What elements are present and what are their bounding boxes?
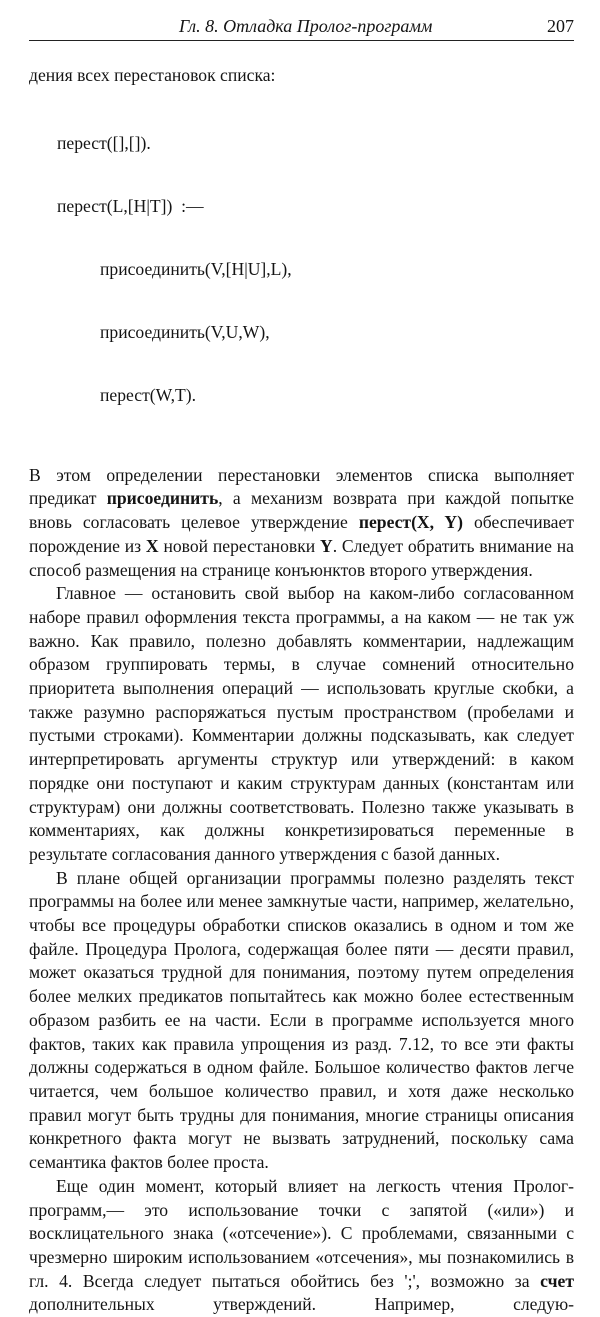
text-run: . Следует обратить внимание на способ размещения на странице конъюнктов второго утверждения. xyxy=(29,535,574,580)
text-run: В этом определении перестановки элементов списка выполняет предикат xyxy=(29,464,574,509)
text-run: дополнительных утверждений. Например, следую- xyxy=(29,1294,574,1315)
text-run: новой перестановки xyxy=(158,535,320,556)
code-line: перест([],[]). xyxy=(57,132,151,153)
bold-term: X xyxy=(145,535,159,556)
text-run: , а механизм возврата при каждой попытке вновь согласовать целевое утверждение xyxy=(29,488,574,533)
bold-term: Y xyxy=(319,535,333,556)
code-line: присоединить(V,U,W), xyxy=(100,321,270,342)
text-run: обеспечивает порождение из xyxy=(29,512,574,556)
text-run: Еще один момент, который влияет на легкость чтения Пролог-программ,— это использование точки с запятой («или») и восклицательного знака («отсечение»). С проблемами, связанными с чрезмерно широким использованием «отсечения», мы познакомились в гл. 4. Всегда следует пытаться обойтись без ';', возможно за xyxy=(29,1175,574,1291)
code-line: перест(W,T). xyxy=(100,384,197,405)
paragraph-2: Главное — остановить свой выбор на каком-либо согласованном наборе правил оформления текста программы, а на каком — не так уж важно. Как правило, полезно добавлять комментарии, надлежащим образом группировать термы, в случае сомнений относительно приоритета выполнения операций — использовать круглые скобки, а также разумно распоряжаться пустым пространством (пробелами и пустыми строками). Комментарии должны подсказывать, как следует интерпретировать аргументы структур или утверждений: в каком порядке они поступают и каким структурам данных (константам или структурам) они должны соответствовать. Полезно также указывать в комментариях, как должны конкретизироваться переменные в результате согласования данного утверждения с базой данных. xyxy=(29,583,574,864)
paragraph-1 xyxy=(29,464,574,583)
chapter-title: Гл. 8. Отладка Пролог-программ xyxy=(179,16,433,36)
code-block xyxy=(29,91,574,448)
intro-line: дения всех перестановок списка: xyxy=(29,65,276,85)
bold-term: присоединить xyxy=(106,488,219,509)
running-header xyxy=(29,14,574,41)
paragraph-4 xyxy=(29,1175,574,1317)
code-line: перест(L,[H|T]) :— xyxy=(57,195,204,216)
bold-term: перест(X, Y) xyxy=(358,512,463,533)
page-number: 207 xyxy=(547,16,574,36)
code-line: присоединить(V,[H|U],L), xyxy=(100,258,292,279)
page-body xyxy=(29,64,574,1317)
bold-term: счет xyxy=(540,1270,574,1291)
paragraph-3: В плане общей организации программы полезно разделять текст программы на более или менее замкнутые части, например, желательно, чтобы все процедуры обработки списков оказались в одном и том же файле. Процедура Пролога, содержащая более пяти — десяти правил, может оказаться трудной для понимания, поэтому путем определения более мелких предикатов попытайтесь как можно более естественным образом разбить ее на части. Если в программе используется много фактов, таких как правила упрощения из разд. 7.12, то все эти факты должны содержаться в одном файле. Большое количество фактов легче читается, чем большое количество правил, и хотя даже несколько правил могут быть трудны для понимания, многие страницы описания конкретного факта могут не вызвать затруднений, поскольку сама семантика фактов более проста. xyxy=(29,867,574,1173)
